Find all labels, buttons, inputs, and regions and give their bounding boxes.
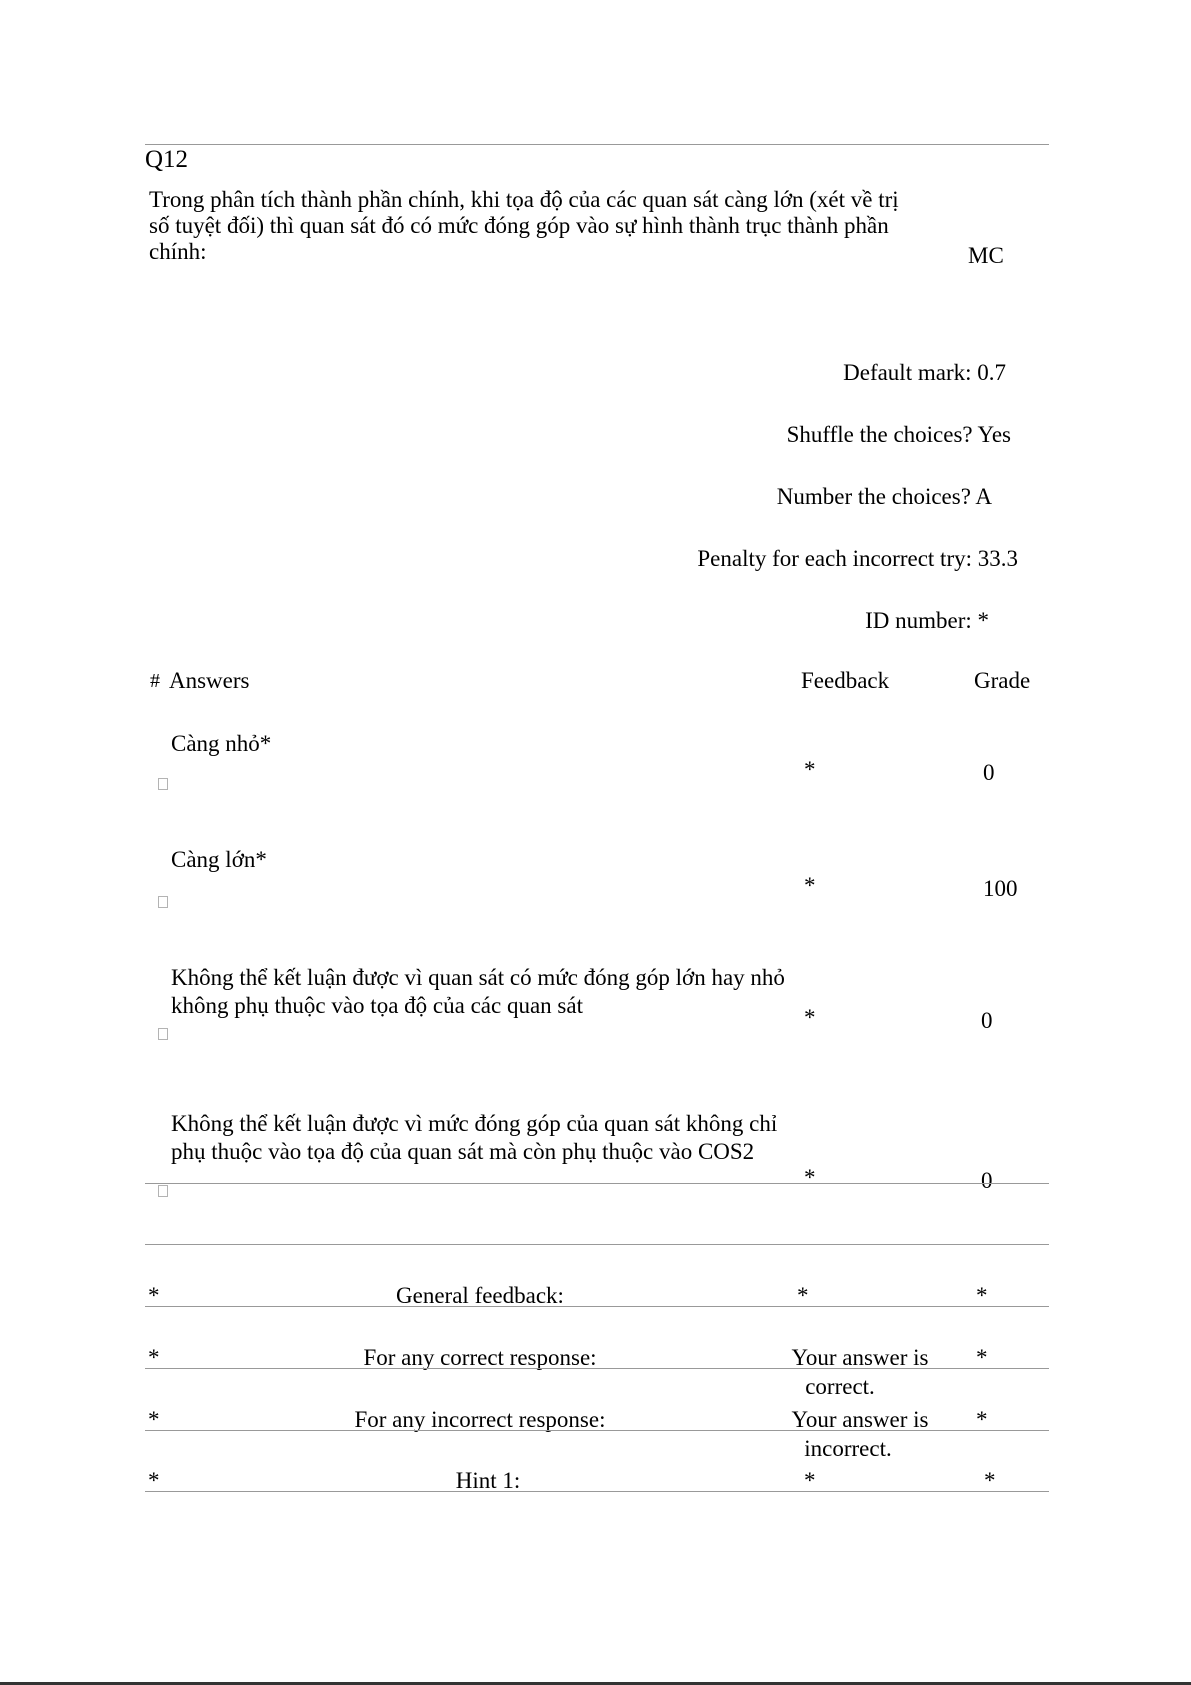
top-rule <box>145 144 1049 145</box>
answer-4-feedback: * <box>804 1165 816 1190</box>
answer-3-feedback: * <box>804 1005 816 1030</box>
answer-3-checkbox[interactable] <box>158 1028 168 1040</box>
hint-rule <box>145 1491 1049 1492</box>
general-feedback-marker: * <box>148 1283 160 1308</box>
penalty: Penalty for each incorrect try: 33.3 <box>697 546 1018 571</box>
feedback-top-rule <box>145 1244 1049 1245</box>
answer-2-checkbox[interactable] <box>158 896 168 908</box>
id-number: ID number: * <box>865 608 989 633</box>
answers-header-answers: Answers <box>169 668 250 693</box>
incorrect-feedback-marker: * <box>148 1407 160 1432</box>
correct-feedback-value-1: Your answer is <box>791 1345 929 1370</box>
incorrect-feedback-value-2: incorrect. <box>804 1436 892 1461</box>
correct-feedback-end: * <box>976 1345 988 1370</box>
general-feedback-label: General feedback: <box>396 1283 564 1308</box>
answer-4-text: Không thể kết luận được vì mức đóng góp của quan sát không chỉ phụ thuộc vào tọa độ của quan sát mà còn phụ thuộc vào COS2 <box>171 1111 778 1164</box>
general-feedback-value: * <box>797 1283 809 1308</box>
incorrect-feedback-value-1: Your answer is <box>791 1407 929 1432</box>
hint-end: * <box>984 1468 996 1493</box>
question-text: Trong phân tích thành phần chính, khi tọa độ của các quan sát càng lớn (xét về trị số tuyệt đối) thì quan sát đó có mức đóng góp vào sự hình thành trục thành phần chính: <box>149 187 899 264</box>
correct-feedback-value-2: correct. <box>805 1374 875 1399</box>
answer-4-grade: 0 <box>981 1168 993 1193</box>
answers-header-feedback: Feedback <box>801 668 890 693</box>
shuffle-choices: Shuffle the choices? Yes <box>786 422 1011 447</box>
answer-3-text: Không thể kết luận được vì quan sát có mức đóng góp lớn hay nhỏ không phụ thuộc vào tọa độ của các quan sát <box>171 965 785 1018</box>
answers-end-rule <box>145 1183 1049 1184</box>
incorrect-feedback-end: * <box>976 1407 988 1432</box>
correct-feedback-rule <box>145 1368 1049 1369</box>
hint-label: Hint 1: <box>455 1468 521 1493</box>
question-type: MC <box>968 243 1004 268</box>
default-mark: Default mark: 0.7 <box>843 360 1006 385</box>
hint-value: * <box>804 1468 816 1493</box>
incorrect-feedback-label: For any incorrect response: <box>354 1407 606 1432</box>
number-choices: Number the choices? A <box>776 484 992 509</box>
answer-1-grade: 0 <box>983 760 995 785</box>
answer-2-text: Càng lớn* <box>171 847 267 872</box>
general-feedback-rule <box>145 1306 1049 1307</box>
question-number: Q12 <box>145 146 189 173</box>
correct-feedback-label: For any correct response: <box>363 1345 597 1370</box>
answer-2-feedback: * <box>804 873 816 898</box>
incorrect-feedback-rule <box>145 1430 1049 1431</box>
answer-1-feedback: * <box>804 757 816 782</box>
hint-marker: * <box>148 1468 160 1493</box>
answer-1-checkbox[interactable] <box>158 778 168 790</box>
answers-header-grade: Grade <box>974 668 1031 693</box>
correct-feedback-marker: * <box>148 1345 160 1370</box>
answer-1-text: Càng nhỏ* <box>171 731 272 756</box>
answer-4-checkbox[interactable] <box>158 1185 168 1197</box>
answer-3-grade: 0 <box>981 1008 993 1033</box>
answers-header-hash: # <box>150 670 160 692</box>
general-feedback-end: * <box>976 1283 988 1308</box>
answer-2-grade: 100 <box>983 876 1018 901</box>
